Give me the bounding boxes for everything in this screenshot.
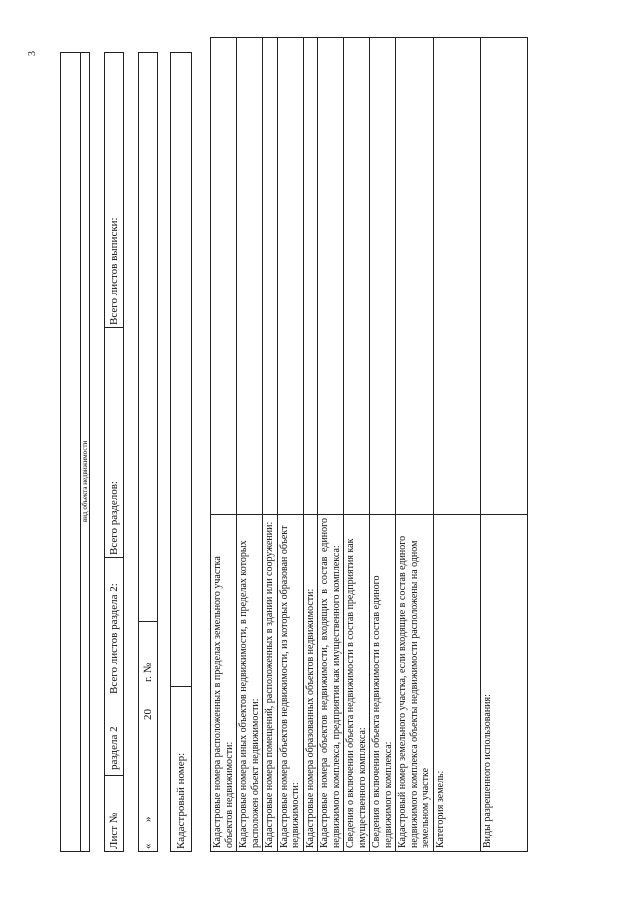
row-label: Кадастровые номера объектов недвижимости, из которых образован объект недвижимости:	[277, 515, 303, 852]
row-value	[318, 38, 344, 515]
table-row	[433, 38, 480, 852]
row-value	[303, 38, 318, 515]
table-row	[303, 38, 318, 852]
table-row	[237, 38, 263, 852]
cadastral-label: Кадастровый номер:	[175, 752, 187, 849]
row-label: Кадастровые номера объектов недвижимости, входящих в состав единого недвижимого комплекса, предприятия как имущественного комплекса:	[318, 515, 344, 852]
row-value	[237, 38, 263, 515]
row-value	[480, 38, 527, 515]
row-value	[370, 38, 396, 515]
info-table	[210, 37, 528, 852]
section-label: раздела 2	[108, 726, 120, 770]
row-value	[344, 38, 370, 515]
table-row	[277, 38, 303, 852]
row-label: Кадастровые номера помещений, расположенных в здании или сооружении:	[263, 515, 278, 852]
header-caption: вид объекта недвижимости	[81, 440, 89, 522]
extract-sheet	[60, 52, 620, 852]
table-row	[263, 38, 278, 852]
sheet-number-label: Лист №	[108, 812, 120, 849]
table-row	[318, 38, 344, 852]
total-extract-sheets-label: Всего листов выписки:	[108, 217, 120, 325]
date-open-quote: «	[142, 843, 154, 849]
cadastral-row	[170, 52, 192, 852]
total-section-sheets-label: Всего листов раздела 2:	[108, 583, 120, 694]
row-label: Кадастровые номера иных объектов недвижимости, в пределах которых расположен объект недвижимости:	[237, 515, 263, 852]
row-label: Кадастровый номер земельного участка, если входящие в состав единого недвижимого комплекса объекты недвижимости расположены на одном земельном участке	[396, 515, 434, 852]
date-year-suffix: г. №	[142, 662, 154, 682]
row-value	[396, 38, 434, 515]
table-row	[344, 38, 370, 852]
row-label: Сведения о включении объекта недвижимости в состав единого недвижимого комплекса:	[370, 515, 396, 852]
table-row	[370, 38, 396, 852]
row-value	[263, 38, 278, 515]
row-label: Кадастровые номера образованных объектов недвижимости:	[303, 515, 318, 852]
date-close-quote: »	[142, 816, 154, 822]
row-label: Категория земель:	[433, 515, 480, 852]
table-row	[480, 38, 527, 852]
row-value	[277, 38, 303, 515]
row-value	[433, 38, 480, 515]
row-label: Виды разрешенного использования:	[480, 515, 527, 852]
date-row	[138, 52, 158, 852]
row-label: Сведения о включении объекта недвижимости в состав предприятия как имущественного комплекса:	[344, 515, 370, 852]
table-row	[211, 38, 237, 852]
row-value	[211, 38, 237, 515]
page-number: 3	[27, 51, 38, 56]
table-row	[396, 38, 434, 852]
date-year-prefix: 20	[142, 709, 154, 720]
row-label: Кадастровые номера расположенных в пределах земельного участка объектов недвижимости:	[211, 515, 237, 852]
total-sections-label: Всего разделов:	[108, 481, 120, 555]
